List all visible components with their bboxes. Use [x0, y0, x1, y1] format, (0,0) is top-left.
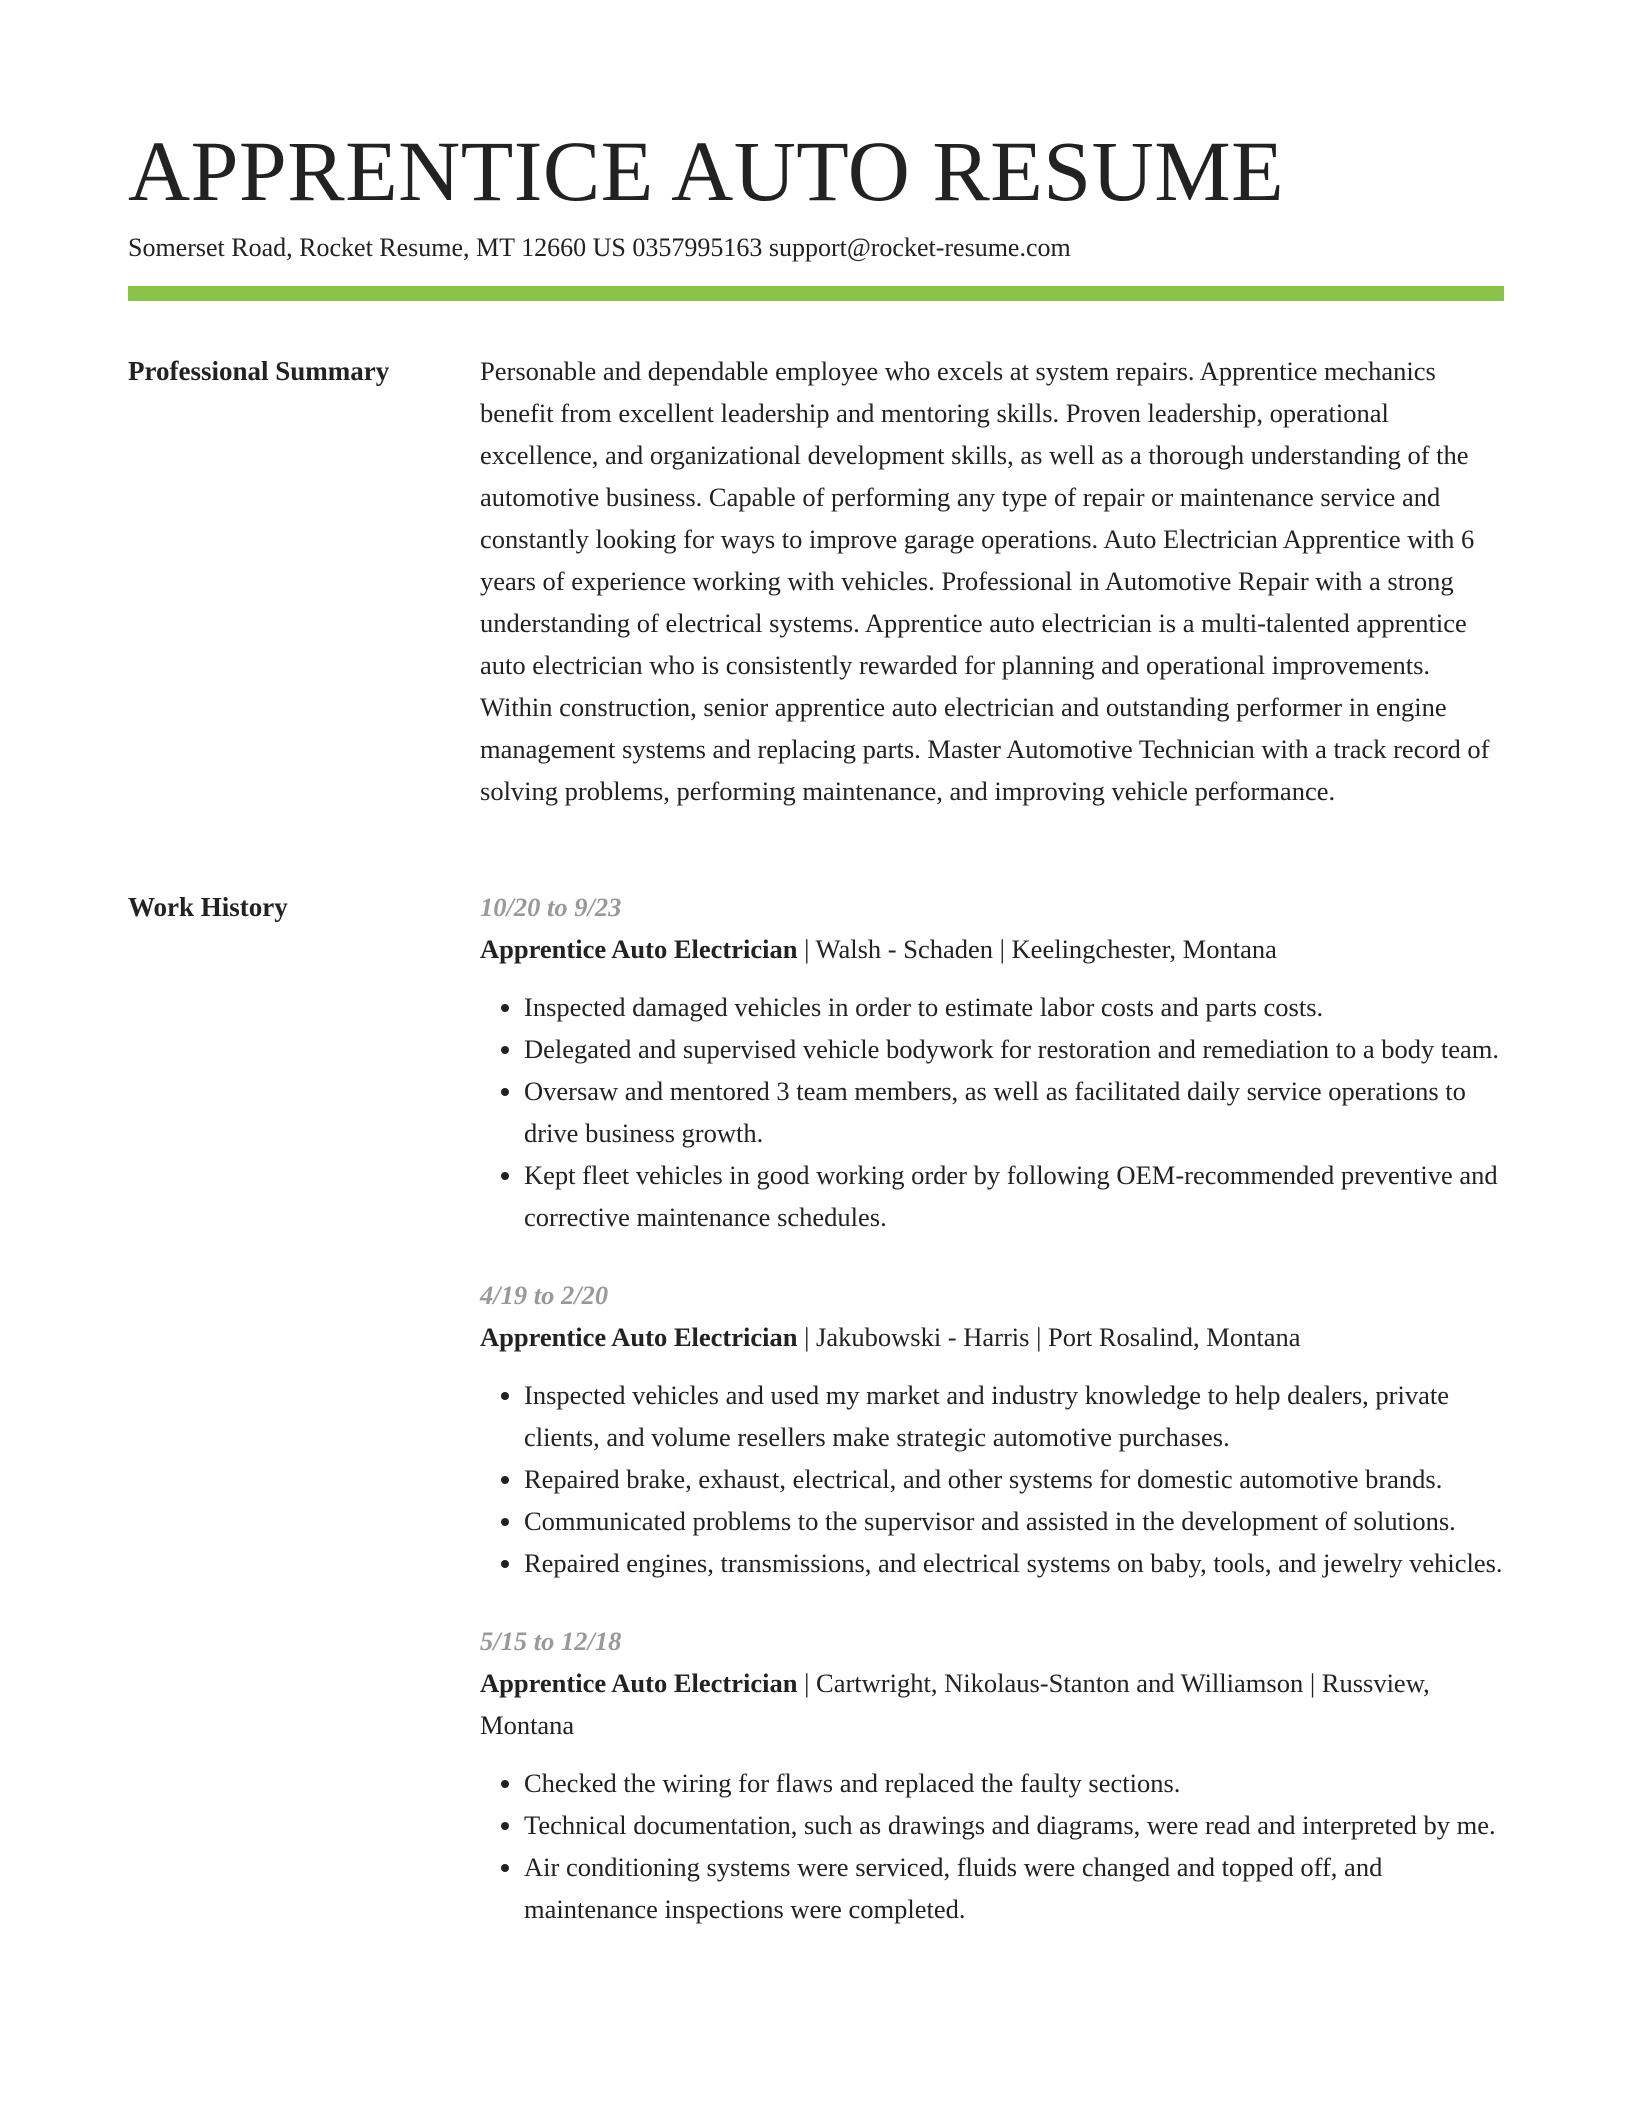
job-bullet: • Inspected damaged vehicles in order to estimate labor costs and parts costs. — [524, 986, 1506, 1028]
job-title: Apprentice Auto Electrician — [480, 1322, 798, 1352]
job-bullet: • Delegated and supervised vehicle bodywork for restoration and remediation to a body team. — [524, 1028, 1506, 1070]
summary-body — [480, 350, 1506, 812]
job-heading — [480, 928, 1506, 970]
job-entry — [480, 1274, 1506, 1584]
job-bullets — [480, 1374, 1506, 1584]
job-heading — [480, 1662, 1506, 1746]
job-entry — [480, 886, 1506, 1238]
job-title: Apprentice Auto Electrician — [480, 1668, 798, 1698]
contact-line: Somerset Road, Rocket Resume, MT 12660 US 0357995163 support@rocket-resume.com — [128, 233, 1071, 262]
resume-title: APPRENTICE AUTO RESUME — [128, 123, 1285, 219]
job-company-location: | Jakubowski - Harris | Port Rosalind, Montana — [797, 1322, 1301, 1352]
job-bullet: • Oversaw and mentored 3 team members, as well as facilitated daily service operations to drive business growth. — [524, 1070, 1506, 1154]
job-dates: 5/15 to 12/18 — [480, 1626, 622, 1656]
job-bullet: • Technical documentation, such as drawings and diagrams, were read and interpreted by me. — [524, 1804, 1506, 1846]
job-dates: 10/20 to 9/23 — [480, 892, 622, 922]
header-divider — [128, 286, 1504, 301]
work-history-label: Work History — [128, 892, 288, 922]
job-title: Apprentice Auto Electrician — [480, 934, 798, 964]
job-dates: 4/19 to 2/20 — [480, 1280, 609, 1310]
job-heading — [480, 1316, 1506, 1358]
job-bullet: • Checked the wiring for flaws and replaced the faulty sections. — [524, 1762, 1506, 1804]
job-bullets — [480, 1762, 1506, 1930]
summary-text: Personable and dependable employee who excels at system repairs. Apprentice mechanics benefit from excellent leadership and mentoring skills. Proven leadership, operational excellence, and organizational development skills, as well as a thorough understanding of the automotive business. Capable of performing any type of repair or maintenance service and constantly looking for ways to improve garage operations. Auto Electrician Apprentice with 6 years of experience working with vehicles. Professional in Automotive Repair with a strong understanding of electrical systems. Apprentice auto electrician is a multi-talented apprentice auto electrician who is consistently rewarded for planning and operational improvements. Within construction, senior apprentice auto electrician and outstanding performer in engine management systems and replacing parts. Master Automotive Technician with a track record of solving problems, performing maintenance, and improving vehicle performance. — [480, 356, 1490, 806]
job-bullet: • Air conditioning systems were serviced, fluids were changed and topped off, and maintenance inspections were completed. — [524, 1846, 1506, 1930]
job-bullets — [480, 986, 1506, 1238]
summary-label: Professional Summary — [128, 356, 390, 386]
job-company-location: | Walsh - Schaden | Keelingchester, Montana — [797, 934, 1277, 964]
job-entry — [480, 1620, 1506, 1930]
work-history-body — [480, 886, 1506, 1966]
job-bullet: • Communicated problems to the supervisor and assisted in the development of solutions. — [524, 1500, 1506, 1542]
job-bullet: • Kept fleet vehicles in good working order by following OEM-recommended preventive and corrective maintenance schedules. — [524, 1154, 1506, 1238]
job-bullet: • Inspected vehicles and used my market and industry knowledge to help dealers, private clients, and volume resellers make strategic automotive purchases. — [524, 1374, 1506, 1458]
job-company-location: | Cartwright, Nikolaus-Stanton and Williamson | Russview, Montana — [480, 1668, 1430, 1740]
job-bullet: • Repaired engines, transmissions, and electrical systems on baby, tools, and jewelry vehicles. — [524, 1542, 1506, 1584]
job-bullet: • Repaired brake, exhaust, electrical, and other systems for domestic automotive brands. — [524, 1458, 1506, 1500]
